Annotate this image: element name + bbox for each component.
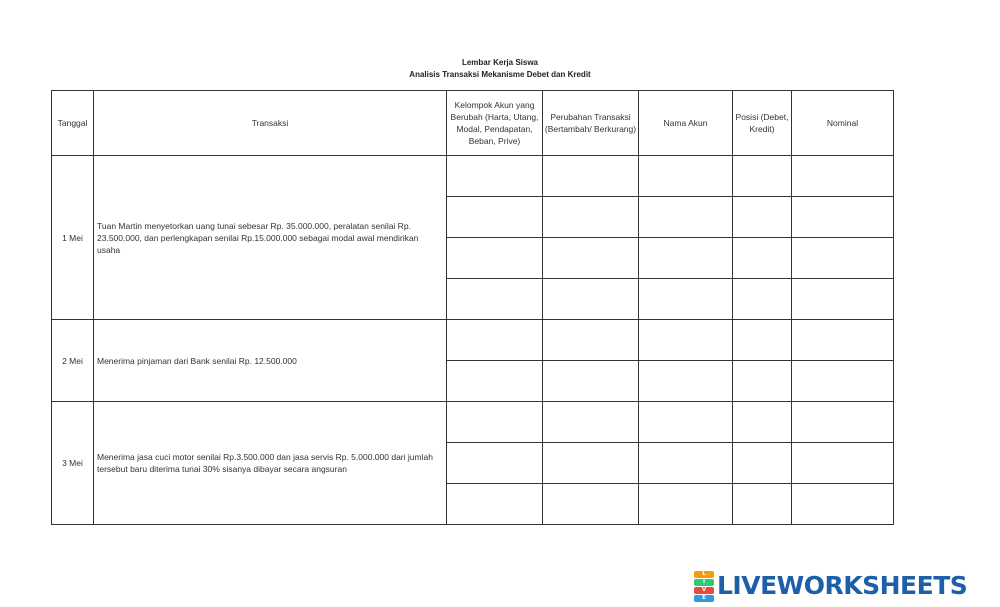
answer-cell — [733, 156, 792, 197]
perubahan-transaksi-input[interactable] — [543, 361, 638, 401]
answer-cell — [543, 197, 639, 238]
answer-cell — [733, 238, 792, 279]
answer-cell — [639, 443, 733, 484]
answer-cell — [639, 197, 733, 238]
nama-akun-input[interactable] — [639, 484, 732, 524]
logo-letter-block: E — [694, 595, 714, 602]
answer-cell — [447, 484, 543, 525]
answer-cell — [543, 156, 639, 197]
logo-text: LIVEWORKSHEETS — [717, 571, 968, 600]
logo-letter-block: L — [694, 571, 714, 578]
nominal-input[interactable] — [792, 279, 893, 319]
posisi-input[interactable] — [733, 320, 791, 360]
nama-akun-input[interactable] — [639, 443, 732, 483]
answer-cell — [733, 443, 792, 484]
col-header-posisi: Posisi (Debet, Kredit) — [733, 91, 792, 156]
kelompok-akun-input[interactable] — [447, 238, 542, 278]
col-header-tanggal: Tanggal — [52, 91, 94, 156]
kelompok-akun-input[interactable] — [447, 320, 542, 360]
answer-cell — [792, 361, 894, 402]
answer-cell — [447, 443, 543, 484]
nominal-input[interactable] — [792, 197, 893, 237]
answer-cell — [543, 238, 639, 279]
col-header-transaksi: Transaksi — [94, 91, 447, 156]
answer-cell — [639, 320, 733, 361]
nominal-input[interactable] — [792, 484, 893, 524]
answer-cell — [447, 238, 543, 279]
nama-akun-input[interactable] — [639, 361, 732, 401]
nominal-input[interactable] — [792, 238, 893, 278]
posisi-input[interactable] — [733, 443, 791, 483]
answer-cell — [733, 279, 792, 320]
answer-cell — [733, 402, 792, 443]
date-cell: 3 Mei — [52, 402, 94, 525]
posisi-input[interactable] — [733, 279, 791, 319]
logo-letter-block: I — [694, 579, 714, 586]
nama-akun-input[interactable] — [639, 320, 732, 360]
nominal-input[interactable] — [792, 402, 893, 442]
kelompok-akun-input[interactable] — [447, 279, 542, 319]
answer-cell — [733, 361, 792, 402]
answer-cell — [792, 156, 894, 197]
perubahan-transaksi-input[interactable] — [543, 443, 638, 483]
liveworksheets-logo — [694, 570, 967, 602]
perubahan-transaksi-input[interactable] — [543, 402, 638, 442]
answer-cell — [733, 197, 792, 238]
posisi-input[interactable] — [733, 402, 791, 442]
answer-cell — [447, 402, 543, 443]
posisi-input[interactable] — [733, 238, 791, 278]
answer-cell — [792, 484, 894, 525]
transaction-analysis-table — [51, 90, 894, 525]
perubahan-transaksi-input[interactable] — [543, 484, 638, 524]
answer-cell — [639, 361, 733, 402]
kelompok-akun-input[interactable] — [447, 443, 542, 483]
answer-cell — [543, 484, 639, 525]
answer-cell — [792, 320, 894, 361]
answer-cell — [639, 279, 733, 320]
answer-cell — [639, 156, 733, 197]
answer-cell — [447, 279, 543, 320]
kelompok-akun-input[interactable] — [447, 156, 542, 196]
posisi-input[interactable] — [733, 156, 791, 196]
worksheet-title: Lembar Kerja Siswa — [461, 58, 539, 67]
nominal-input[interactable] — [792, 156, 893, 196]
nominal-input[interactable] — [792, 443, 893, 483]
nominal-input[interactable] — [792, 361, 893, 401]
nama-akun-input[interactable] — [639, 156, 732, 196]
transaction-cell: Menerima pinjaman dari Bank senilai Rp. 12.500.000 — [94, 320, 447, 402]
answer-cell — [792, 279, 894, 320]
date-cell: 1 Mei — [52, 156, 94, 320]
answer-cell — [792, 443, 894, 484]
nama-akun-input[interactable] — [639, 279, 732, 319]
worksheet-subtitle: Analisis Transaksi Mekanisme Debet dan Kredit — [409, 70, 591, 79]
answer-cell — [543, 361, 639, 402]
answer-cell — [733, 484, 792, 525]
answer-cell — [639, 484, 733, 525]
answer-cell — [447, 320, 543, 361]
col-header-nominal: Nominal — [792, 91, 894, 156]
nama-akun-input[interactable] — [639, 197, 732, 237]
table-row — [52, 156, 894, 197]
answer-cell — [447, 361, 543, 402]
perubahan-transaksi-input[interactable] — [543, 197, 638, 237]
col-header-perubahan-transaksi: Perubahan Transaksi (Bertambah/ Berkurang) — [543, 91, 639, 156]
perubahan-transaksi-input[interactable] — [543, 320, 638, 360]
col-header-kelompok-akun: Kelompok Akun yang Berubah (Harta, Utang, Modal, Pendapatan, Beban, Prive) — [447, 91, 543, 156]
perubahan-transaksi-input[interactable] — [543, 279, 638, 319]
answer-cell — [543, 279, 639, 320]
perubahan-transaksi-input[interactable] — [543, 238, 638, 278]
nama-akun-input[interactable] — [639, 402, 732, 442]
kelompok-akun-input[interactable] — [447, 484, 542, 524]
answer-cell — [792, 402, 894, 443]
posisi-input[interactable] — [733, 484, 791, 524]
header-row — [52, 91, 894, 156]
posisi-input[interactable] — [733, 197, 791, 237]
answer-cell — [792, 197, 894, 238]
kelompok-akun-input[interactable] — [447, 402, 542, 442]
logo-letter-block: V — [694, 587, 714, 594]
answer-cell — [447, 197, 543, 238]
nominal-input[interactable] — [792, 320, 893, 360]
table-row — [52, 320, 894, 361]
answer-cell — [639, 238, 733, 279]
transaction-cell: Menerima jasa cuci motor senilai Rp.3.500.000 dan jasa servis Rp. 5.000.000 dari jumlah tersebut baru diterima tunai 30% sisanya dibayar secara angsuran — [94, 402, 447, 525]
kelompok-akun-input[interactable] — [447, 197, 542, 237]
transaction-cell: Tuan Martin menyetorkan uang tunai sebesar Rp. 35.000.000, peralatan senilai Rp. 23.500.000, dan perlengkapan senilai Rp.15.000.000 sebagai modal awal mendirikan usaha — [94, 156, 447, 320]
table-row — [52, 402, 894, 443]
liveworksheets-icon — [694, 570, 714, 602]
answer-cell — [543, 443, 639, 484]
nama-akun-input[interactable] — [639, 238, 732, 278]
col-header-nama-akun: Nama Akun — [639, 91, 733, 156]
kelompok-akun-input[interactable] — [447, 361, 542, 401]
answer-cell — [543, 402, 639, 443]
answer-cell — [733, 320, 792, 361]
date-cell: 2 Mei — [52, 320, 94, 402]
perubahan-transaksi-input[interactable] — [543, 156, 638, 196]
answer-cell — [447, 156, 543, 197]
answer-cell — [543, 320, 639, 361]
answer-cell — [639, 402, 733, 443]
answer-cell — [792, 238, 894, 279]
posisi-input[interactable] — [733, 361, 791, 401]
